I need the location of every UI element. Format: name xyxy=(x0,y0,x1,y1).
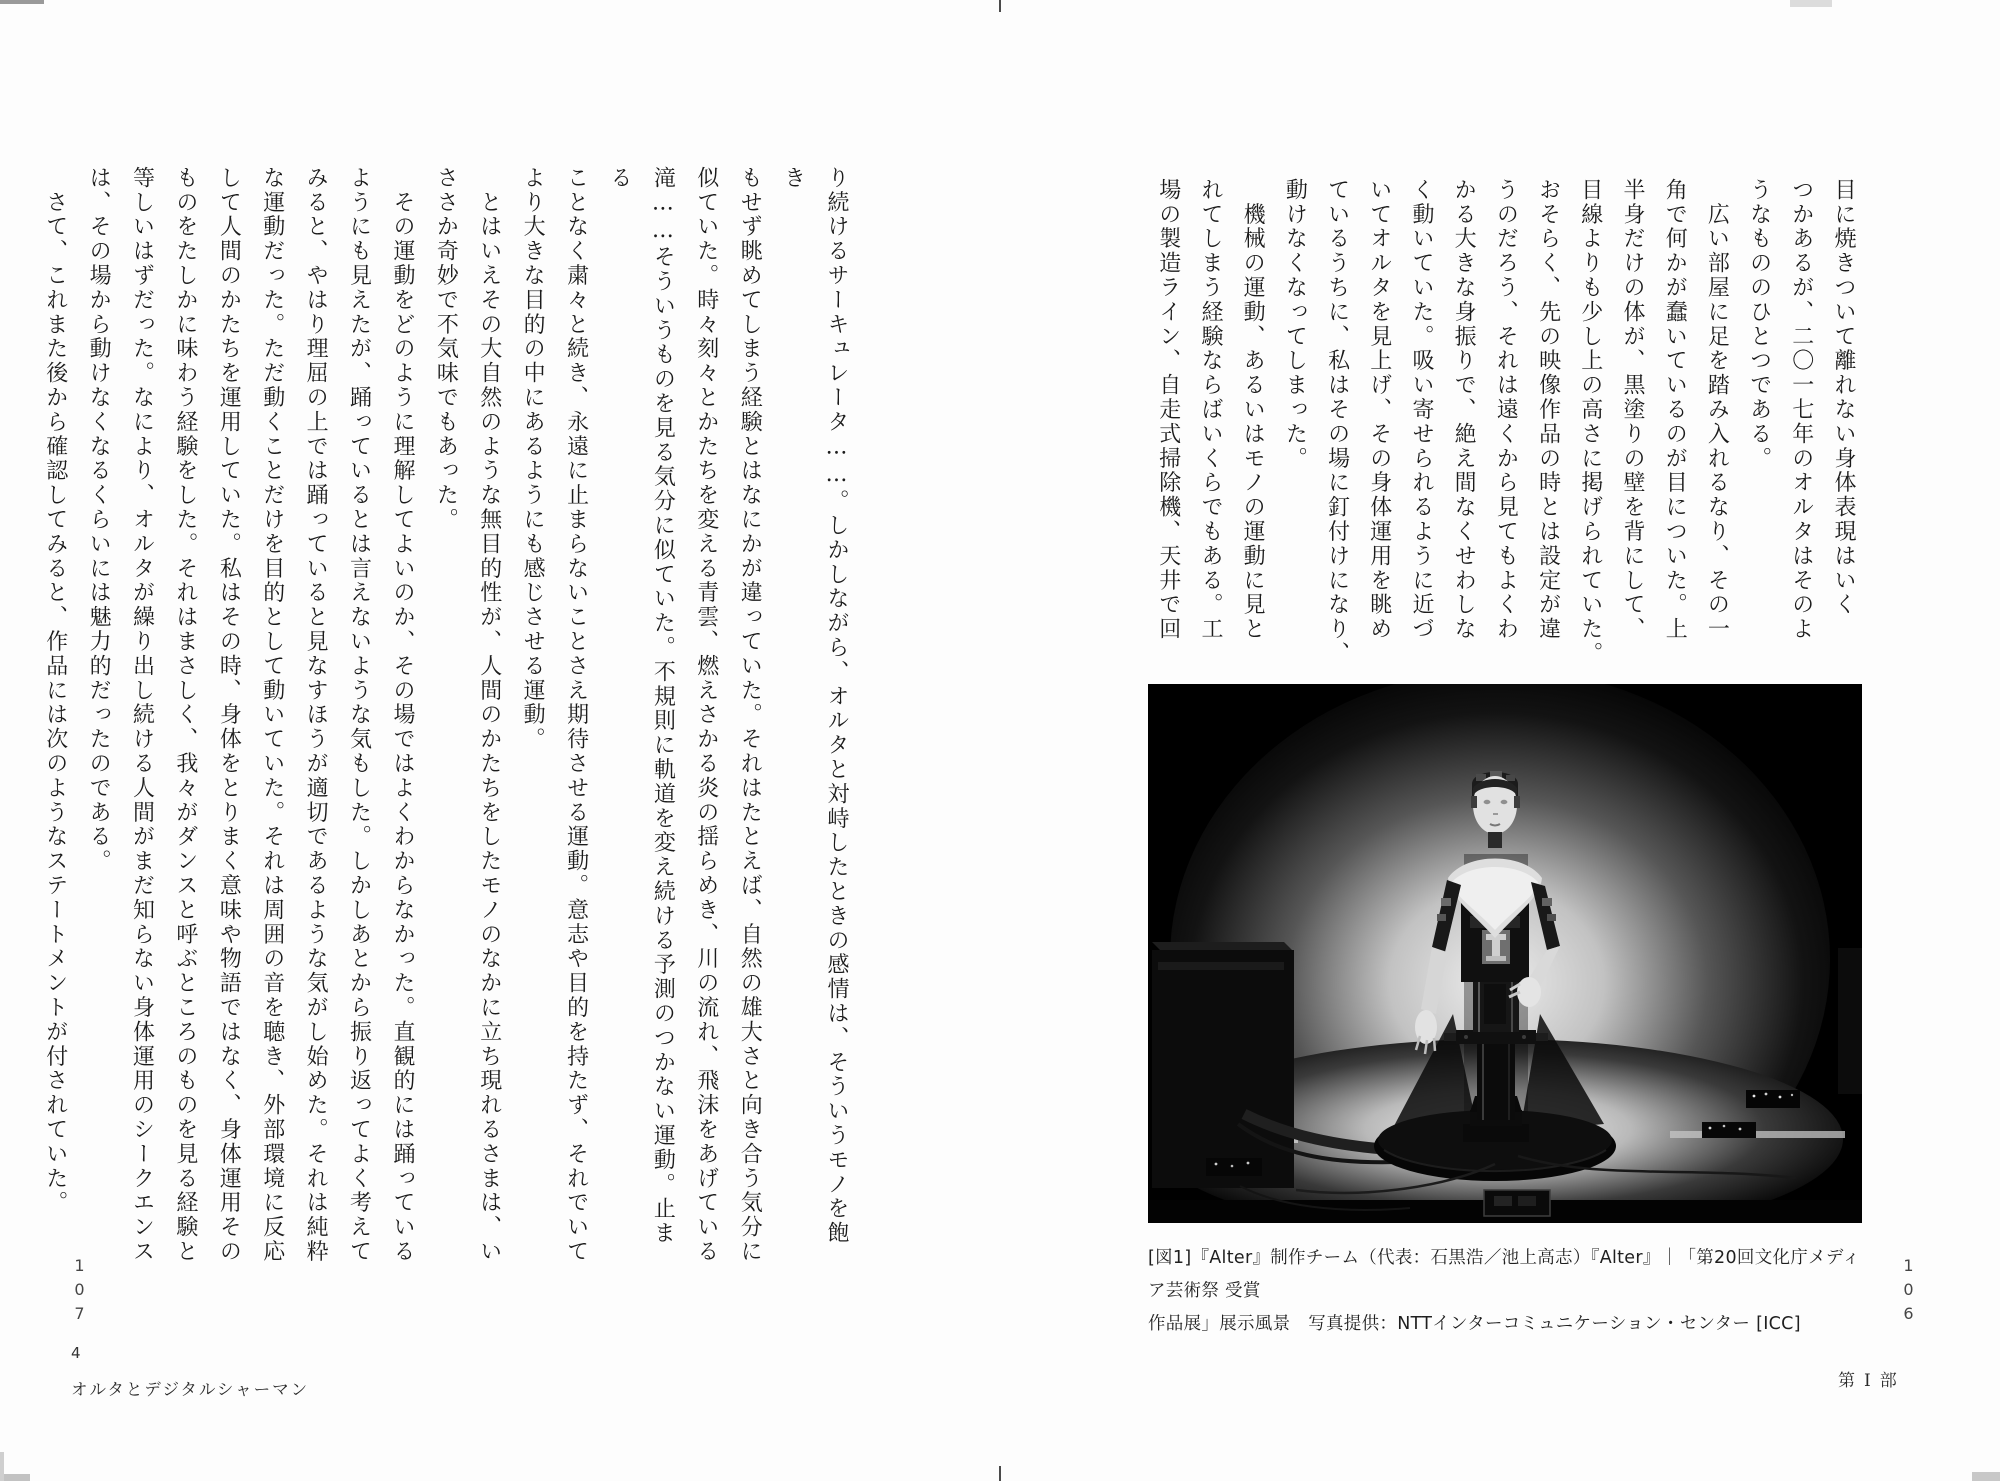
gutter-mark-top xyxy=(999,0,1001,12)
text-line: は、その場から動けなくなるくらいには魅力的だったのである。 xyxy=(86,166,112,874)
text-line: 機械の運動、あるいはモノの運動に見と xyxy=(1240,178,1266,642)
section-label: 第Ⅰ部 xyxy=(1838,1371,1906,1391)
scan-edge-mark xyxy=(1972,1472,2000,1481)
text-line: みると、やはり理屈の上では踊っていると見なすほうが適切であるような気がし始めた。それは純粋 xyxy=(303,166,329,1264)
caption-line: 作品展」展示風景 写真提供：NTTインターコミュニケーション・センター [ICC] xyxy=(1148,1314,1801,1334)
page-left-body-text xyxy=(42,166,858,1268)
scan-edge-mark xyxy=(0,0,44,4)
gutter-mark-bottom xyxy=(999,1466,1001,1481)
text-line: より大きな目的の中にあるようにも感じさせる運動。 xyxy=(520,166,546,752)
text-line: 広い部屋に足を踏み入れるなり、その一 xyxy=(1704,178,1730,642)
text-line: 目に焼きついて離れない身体表現はいく xyxy=(1831,178,1856,618)
text-line: ものをたしかに味わう経験をした。それはまさしく、我々がダンスと呼ぶところのものを見る経験と xyxy=(172,166,198,1264)
text-line: いてオルタを見上げ、その身体運用を眺め xyxy=(1366,178,1392,642)
page-number-right: 106 xyxy=(1899,1256,1918,1328)
text-line: な運動だった。ただ動くことだけを目的として動いていた。それは周囲の音を聴き、外部環境に反応 xyxy=(259,166,285,1264)
caption-line: [図1]『Alter』制作チーム（代表：石黒浩／池上高志）『Alter』｜「第20回文化庁メディア芸術祭 受賞 xyxy=(1148,1248,1861,1301)
text-line: かる大きな身振りで、絶え間なくせわしな xyxy=(1451,178,1477,642)
text-line: り続けるサーキュレータ……。しかしながら、オルタと対峙したときの感情は、そういうモノを飽き xyxy=(780,166,849,1246)
text-line: うのだろう、それは遠くから見てもよくわ xyxy=(1493,178,1519,642)
text-line: して人間のかたちを運用していた。私はその時、身体をとりまく意味や物語ではなく、身体運用その xyxy=(216,166,242,1264)
text-line: ことなく粛々と続き、永遠に止まらないことさえ期待させる運動。意志や目的を持たず、それでいて xyxy=(563,166,589,1264)
scan-edge-mark xyxy=(0,1474,30,1481)
scan-edge-mark xyxy=(0,1452,4,1481)
text-line: 場の製造ライン、自走式掃除機、天井で回 xyxy=(1155,178,1181,642)
text-line: れてしまう経験ならばいくらでもある。工 xyxy=(1197,178,1223,642)
chapter-number: 4 xyxy=(71,1344,81,1362)
text-line: 目線よりも少し上の高さに掲げられていた。 xyxy=(1577,178,1603,666)
text-line: うなもののひとつである。 xyxy=(1746,178,1772,471)
text-line: さて、これまた後から確認してみると、作品には次のようなステートメントが付されていた。 xyxy=(42,166,68,1216)
page-number-left: 107 xyxy=(70,1256,89,1328)
figure-caption xyxy=(1148,1242,1868,1341)
text-line: とはいえその大自然のような無目的性が、人間のかたちをしたモノのなかに立ち現れるさまは、い xyxy=(476,166,502,1264)
text-line: く動いていた。吸い寄せられるように近づ xyxy=(1408,178,1434,642)
text-line: 動けなくなってしまった。 xyxy=(1282,178,1308,471)
text-line: ているうちに、私はその場に釘付けになり、 xyxy=(1324,178,1350,666)
alter-photo-drawing xyxy=(1148,684,1862,1223)
text-line: 滝……そういうものを見る気分に似ていた。不規則に軌道を変え続ける予測のつかない運動。止まる xyxy=(606,166,676,1246)
text-line: つかあるが、二〇一七年のオルタはそのよ xyxy=(1788,178,1814,642)
scan-edge-mark xyxy=(1790,0,1832,7)
text-line: 似ていた。時々刻々とかたちを変える青雲、燃えさかる炎の揺らめき、川の流れ、飛沫をあげている xyxy=(693,166,719,1264)
text-line: もせず眺めてしまう経験とはなにかが違っていた。それはたとえば、自然の雄大さと向き合う気分に xyxy=(737,166,763,1264)
text-line: 半身だけの体が、黒塗りの壁を背にして、 xyxy=(1619,178,1645,642)
page-right-body-text xyxy=(1146,178,1864,670)
text-line: 角で何かが蠢いているのが目についた。上 xyxy=(1662,178,1688,642)
text-line: ささか奇妙で不気味でもあった。 xyxy=(433,166,459,532)
text-line: 等しいはずだった。なにより、オルタが繰り出し続ける人間がまだ知らない身体運用のシークエンス xyxy=(129,166,155,1264)
text-line: ようにも見えたが、踊っているとは言えないような気もした。しかしあとから振り返ってよく考えて xyxy=(346,166,372,1264)
text-line: その運動をどのように理解してよいのか、その場ではよくわからなかった。直観的には踊っている xyxy=(389,166,415,1264)
text-line: おそらく、先の映像作品の時とは設定が違 xyxy=(1535,178,1561,642)
chapter-title: オルタとデジタルシャーマン xyxy=(71,1380,310,1399)
alter-photo xyxy=(1148,684,1862,1223)
